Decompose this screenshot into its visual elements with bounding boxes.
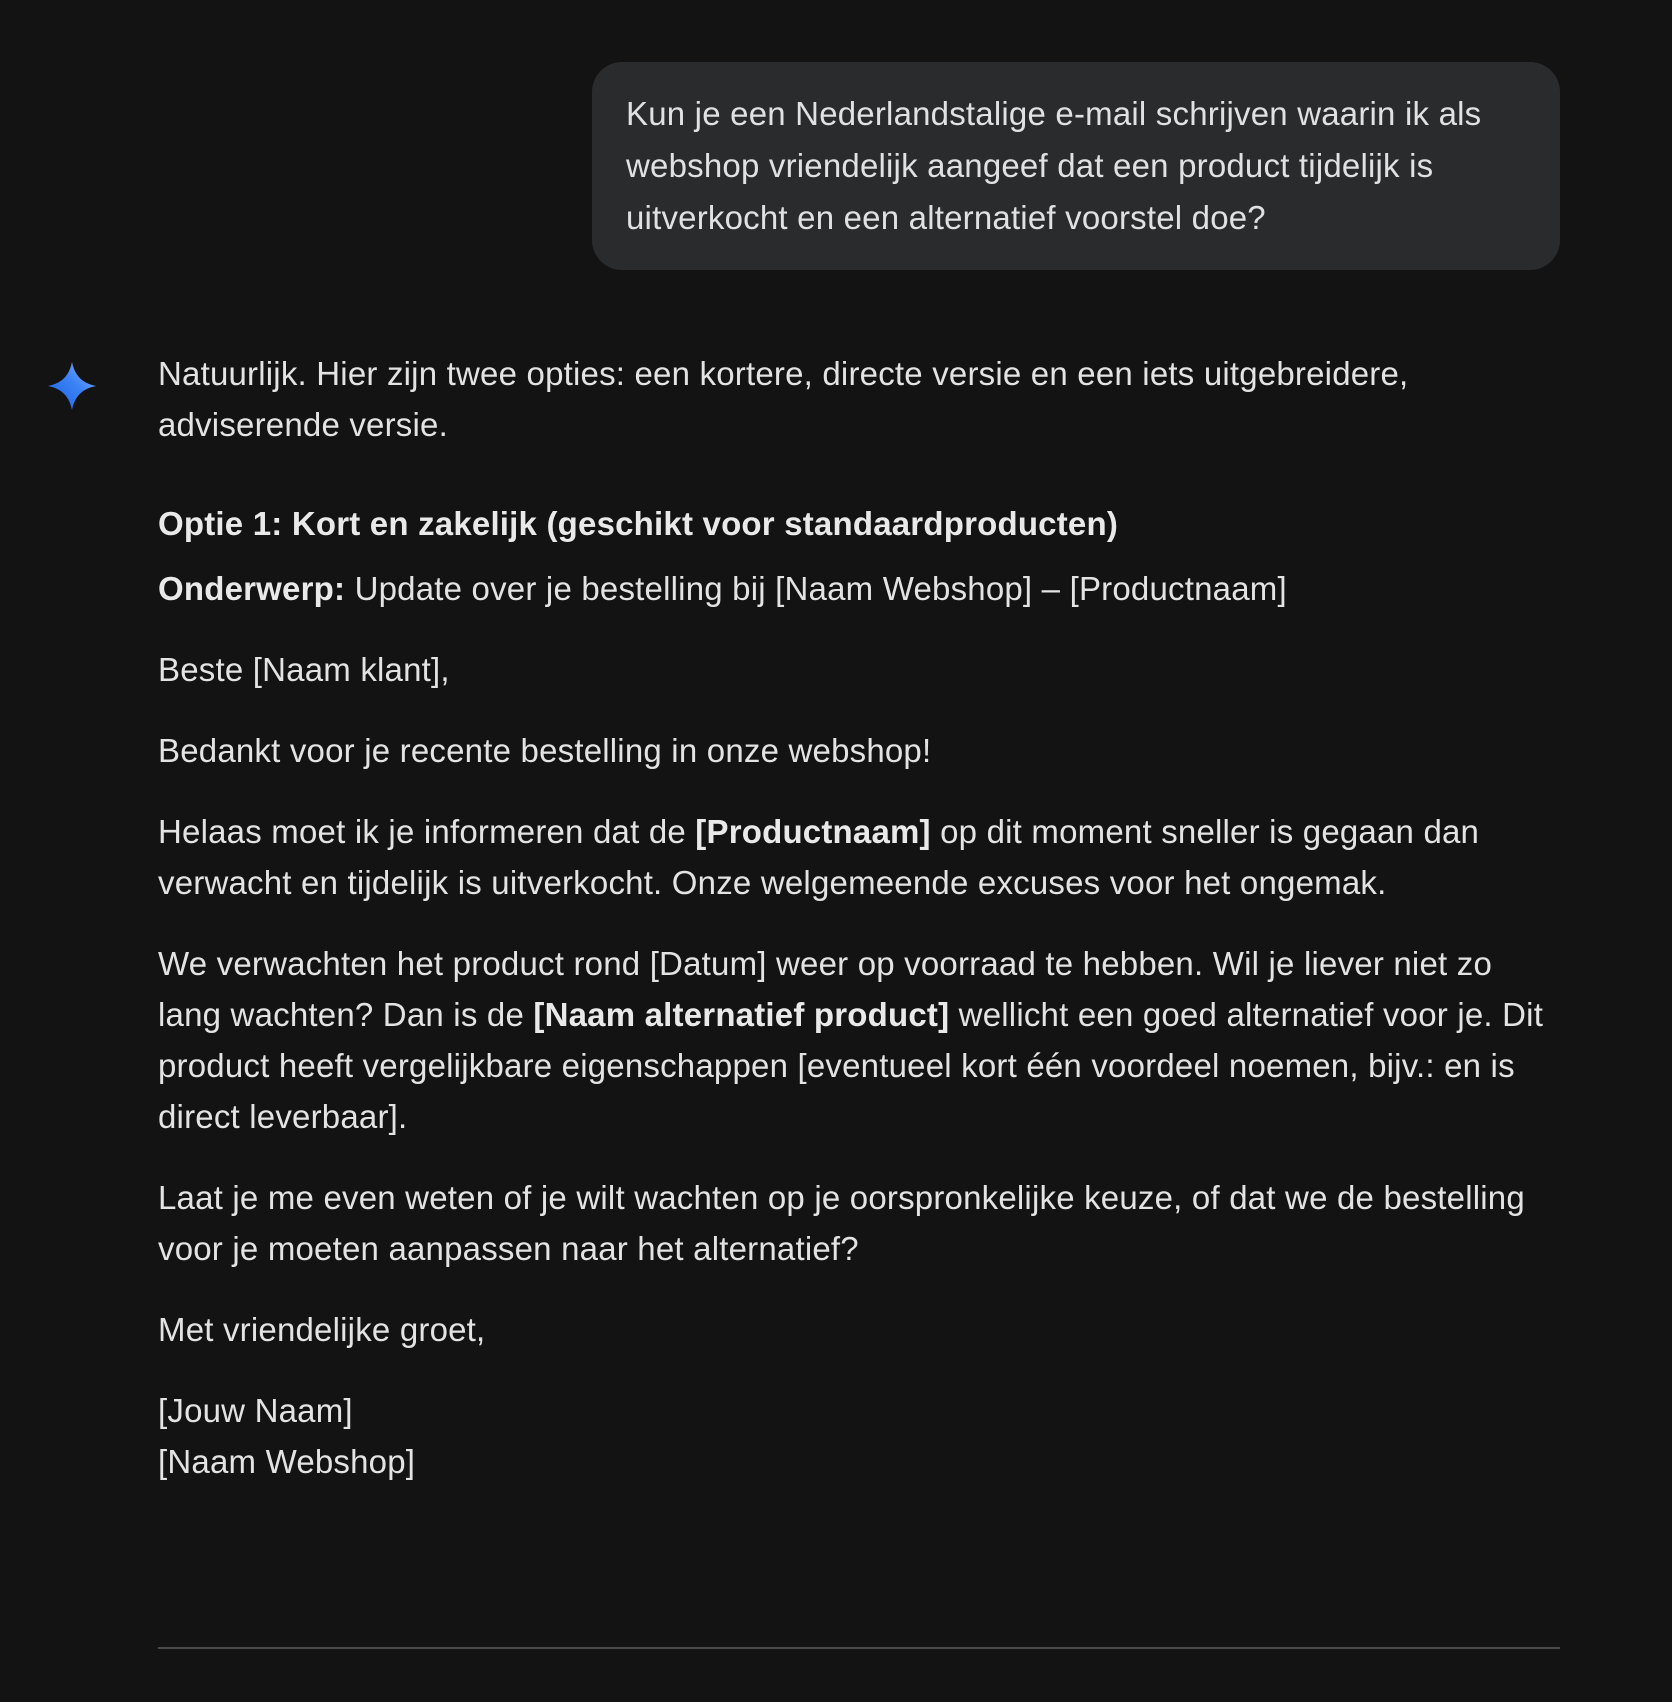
assistant-response-content [158, 348, 1560, 1649]
out-of-stock-pre: Helaas moet ik je informeren dat de [158, 813, 696, 850]
closing-line: Met vriendelijke groet, [158, 1311, 486, 1348]
subject-text: Update over je bestelling bij [Naam Webshop] – [Productnaam] [354, 570, 1287, 607]
subject-line [158, 563, 1560, 614]
section-divider [158, 1647, 1560, 1649]
option1-heading [158, 498, 1560, 549]
alternative-paragraph [158, 938, 1560, 1142]
gemini-sparkle-icon [48, 362, 96, 410]
alternative-product-placeholder: [Naam alternatief product] [533, 996, 950, 1033]
signature-shop: [Naam Webshop] [158, 1443, 416, 1480]
subject-label: Onderwerp: [158, 570, 346, 607]
out-of-stock-paragraph [158, 806, 1560, 908]
salutation-line: Beste [Naam klant], [158, 651, 450, 688]
question-paragraph: Laat je me even weten of je wilt wachten op je oorspronkelijke keuze, of dat we de bestelling voor je moeten aanpassen naar het alternatief? [158, 1179, 1525, 1267]
thanks-paragraph: Bedankt voor je recente bestelling in onze webshop! [158, 732, 932, 769]
response-intro: Natuurlijk. Hier zijn twee opties: een kortere, directe versie en een iets uitgebreidere, adviserende versie. [158, 355, 1409, 443]
signature-block [158, 1385, 1560, 1487]
product-name-placeholder: [Productnaam] [695, 813, 931, 850]
signature-name: [Jouw Naam] [158, 1392, 353, 1429]
out-of-stock-post: op dit moment sneller is gegaan dan verwacht en tijdelijk is uitverkocht. Onze welgemeende excuses voor het ongemak. [158, 813, 1480, 901]
user-message-text: Kun je een Nederlandstalige e-mail schrijven waarin ik als webshop vriendelijk aangeef dat een product tijdelijk is uitverkocht en een alternatief voorstel doe? [626, 95, 1482, 236]
assistant-response-row [0, 348, 1672, 1649]
user-message-row [0, 0, 1672, 270]
user-message-bubble [592, 62, 1560, 270]
alternative-pre: We verwachten het product rond [Datum] weer op voorraad te hebben. Wil je liever niet zo lang wachten? Dan is de [158, 945, 1493, 1033]
alternative-post: wellicht een goed alternatief voor je. Dit product heeft vergelijkbare eigenschappen [eventueel kort één voordeel noemen, bijv.: en is direct leverbaar]. [158, 996, 1544, 1135]
option1-heading-text: Optie 1: Kort en zakelijk (geschikt voor standaardproducten) [158, 505, 1119, 542]
